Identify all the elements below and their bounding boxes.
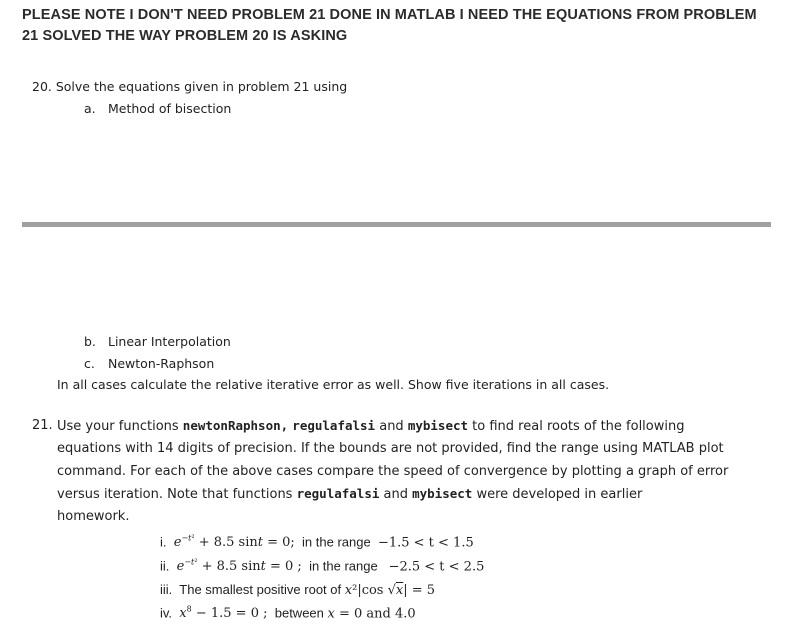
- section-divider: [22, 222, 771, 227]
- problem-20-stem: 20. Solve the equations given in problem 21 using: [32, 79, 348, 94]
- problem-21-number: 21.: [32, 418, 53, 433]
- item-c-text: Newton-Raphson: [108, 356, 215, 371]
- item-a-text: Method of bisection: [108, 101, 232, 116]
- note-line-1: PLEASE NOTE I DON'T NEED PROBLEM 21 DONE IN MATLAB I NEED THE EQUATIONS FROM PROBLEM: [22, 7, 757, 23]
- problem-21-line-2: equations with 14 digits of precision. If the bounds are not provided, find the range using MATLAB plot: [57, 441, 724, 456]
- equation-iii: iii. The smallest positive root of x²|cos √x| = 5: [160, 582, 436, 598]
- problem-21-line-5: homework.: [57, 509, 130, 524]
- item-b-text: Linear Interpolation: [108, 334, 231, 349]
- note-line-2: 21 SOLVED THE WAY PROBLEM 20 IS ASKING: [22, 28, 348, 44]
- problem-21-line-4: versus iteration. Note that functions regulafalsi and mybisect were developed in earlier: [57, 486, 643, 502]
- item-c-marker: c.: [84, 356, 95, 371]
- problem-21-line-3: command. For each of the above cases compare the speed of convergence by plotting a graph of error: [57, 464, 729, 479]
- equation-i: i. $e^{-t^2} + 8.5$ sint = 0; in the range −1.5 < t < 1.5: [160, 534, 474, 551]
- problem-21-line-1: Use your functions newtonRaphson, regulafalsi and mybisect to find real roots of the following: [57, 418, 685, 434]
- equation-ii: ii. $e^{-t^2} + 8.5$ sint = 0 ; in the range −2.5 < t < 2.5: [160, 558, 485, 575]
- problem-20-footer: In all cases calculate the relative iterative error as well. Show five iterations in all cases.: [57, 377, 610, 392]
- item-a-marker: a.: [84, 101, 96, 116]
- item-b-marker: b.: [84, 334, 96, 349]
- equation-iv: iv. $x^8 - 1.5 = 0$ ; between x = 0 and 4.0: [160, 605, 416, 622]
